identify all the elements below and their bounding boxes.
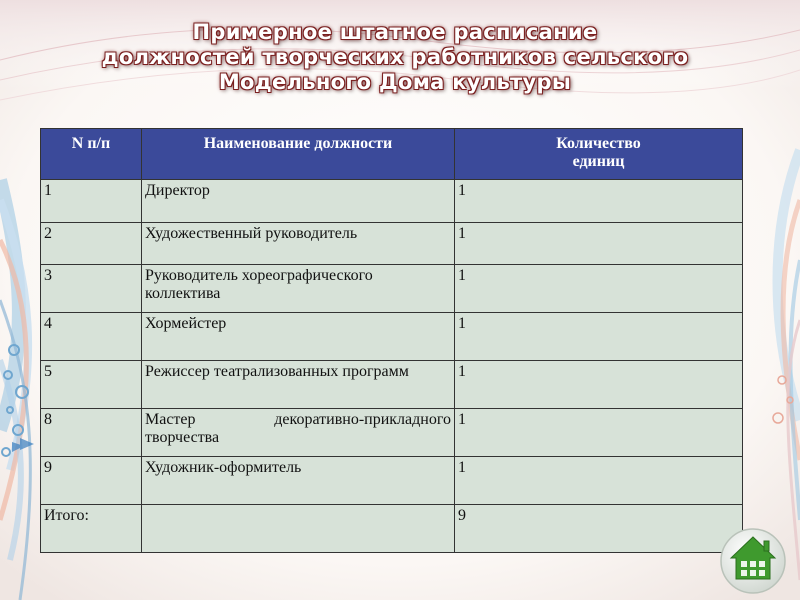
cell-number: 9 xyxy=(41,457,142,505)
table-row xyxy=(41,265,743,313)
table-row xyxy=(41,313,743,361)
table-row xyxy=(41,361,743,409)
header-quantity xyxy=(455,129,743,180)
table-row xyxy=(41,457,743,505)
table-row xyxy=(41,409,743,457)
cell-total-quantity: 9 xyxy=(455,505,743,553)
cell-total-name xyxy=(142,505,455,553)
cell-number: 8 xyxy=(41,409,142,457)
title-line-2: должностей творческих работников сельского xyxy=(101,45,689,69)
cell-position-name: Художественный руководитель xyxy=(142,223,455,265)
cell-number: 1 xyxy=(41,180,142,223)
cell-position-name: Хормейстер xyxy=(142,313,455,361)
table-row xyxy=(41,223,743,265)
cell-quantity: 1 xyxy=(455,361,743,409)
cell-quantity: 1 xyxy=(455,180,743,223)
cell-quantity: 1 xyxy=(455,223,743,265)
header-position-name: Наименование должности xyxy=(142,129,455,180)
staff-table xyxy=(40,128,743,553)
cell-quantity: 1 xyxy=(455,409,743,457)
cell-position-name: Режиссер театрализованных программ xyxy=(142,361,455,409)
header-quantity-line-2: единиц xyxy=(572,153,625,170)
cell-number: 5 xyxy=(41,361,142,409)
page-title xyxy=(40,20,750,95)
title-line-1: Примерное штатное расписание xyxy=(192,20,598,44)
header-number: N п/п xyxy=(41,129,142,180)
home-icon[interactable] xyxy=(719,527,787,595)
cell-quantity: 1 xyxy=(455,313,743,361)
table-row xyxy=(41,180,743,223)
cell-position-name: Руководитель хореографического коллектива xyxy=(142,265,455,313)
table-total-row xyxy=(41,505,743,553)
cell-total-label: Итого: xyxy=(41,505,142,553)
header-quantity-line-1: Количество xyxy=(556,135,641,152)
cell-position-name: Художник-оформитель xyxy=(142,457,455,505)
table-header-row xyxy=(41,129,743,180)
cell-quantity: 1 xyxy=(455,265,743,313)
title-line-3: Модельного Дома культуры xyxy=(218,70,572,94)
cell-position-name: Мастер декоративно-прикладного творчества xyxy=(142,409,455,457)
cell-number: 4 xyxy=(41,313,142,361)
cell-number: 3 xyxy=(41,265,142,313)
cell-position-name: Директор xyxy=(142,180,455,223)
cell-number: 2 xyxy=(41,223,142,265)
cell-quantity: 1 xyxy=(455,457,743,505)
